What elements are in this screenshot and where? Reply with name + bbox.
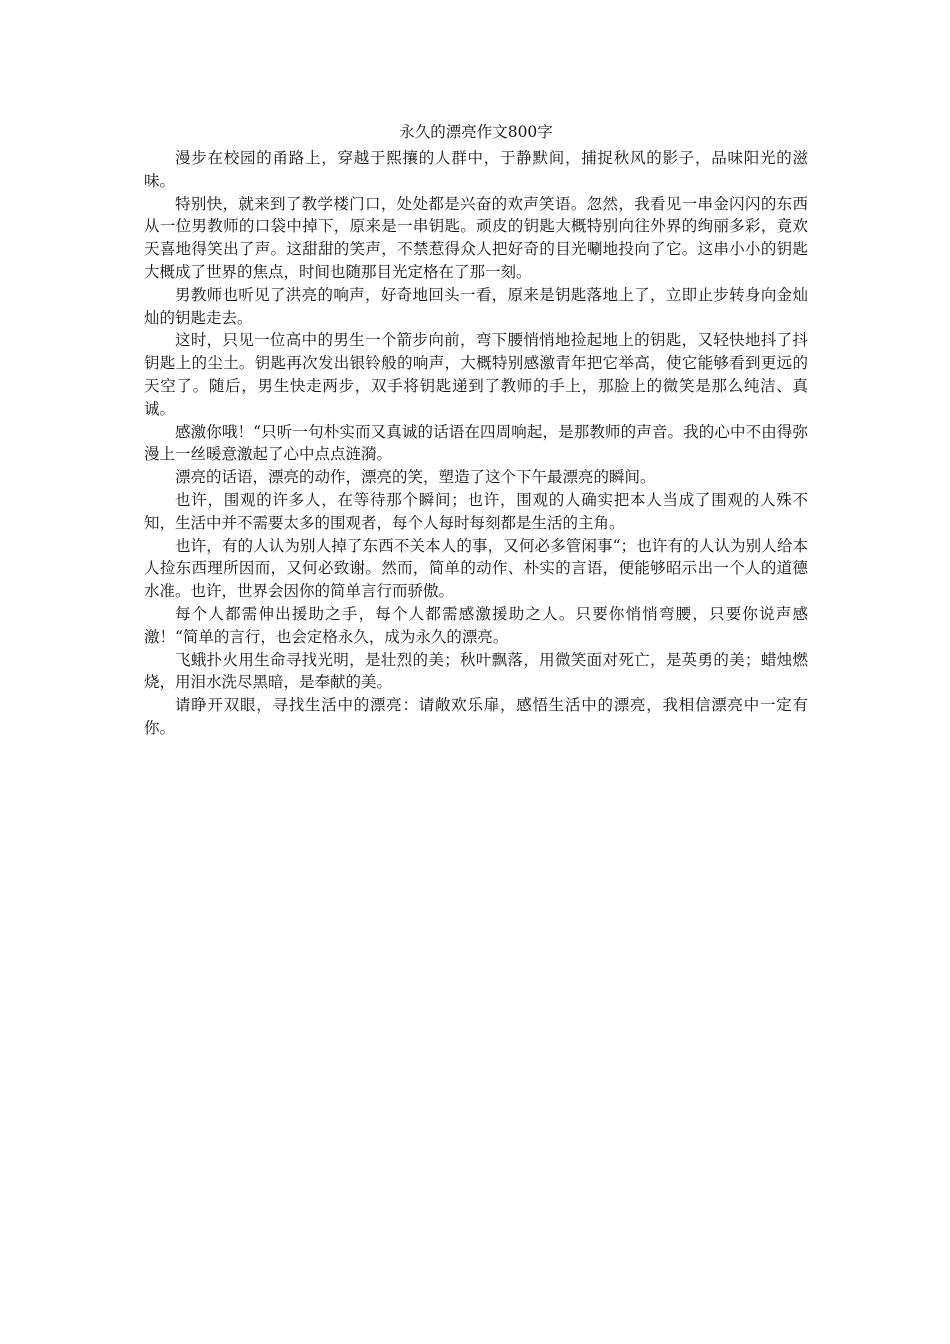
paragraph: 也许，围观的许多人，在等待那个瞬间；也许，围观的人确实把本人当成了围观的人殊不知，生活中并不需要太多的围观者，每个人每时每刻都是生活的主角。	[144, 490, 808, 532]
paragraph: 请睁开双眼，寻找生活中的漂亮：请敞欢乐扉，感悟生活中的漂亮，我相信漂亮中一定有你。	[144, 696, 808, 737]
document-title: 永久的漂亮作文800字	[399, 123, 553, 141]
paragraph: 漂亮的话语，漂亮的动作，漂亮的笑，塑造了这个下午最漂亮的瞬间。	[175, 468, 656, 487]
paragraph: 每个人都需伸出援助之手，每个人都需感激援助之人。只要你悄悄弯腰，只要你说声感激！“简单的言行，也会定格永久，成为永久的漂亮。	[144, 604, 808, 646]
paragraph: 这时，只见一位高中的男生一个箭步向前，弯下腰悄悄地捡起地上的钥匙，又轻快地抖了抖钥匙上的尘土。钥匙再次发出银铃般的响声，大概特别感激青年把它举高，使它能够看到更远的天空了。随后，男生快走两步，双手将钥匙递到了教师的手上，那脸上的微笑是那么纯洁、真诚。	[144, 331, 808, 418]
document-body	[144, 121, 808, 740]
paragraph: 漫步在校园的甬路上，穿越于熙攘的人群中，于静默间，捕捉秋风的影子，品味阳光的滋味。	[144, 149, 808, 190]
paragraph: 飞蛾扑火用生命寻找光明，是壮烈的美；秋叶飘落，用微笑面对死亡，是英勇的美；蜡烛燃烧，用泪水洗尽黑暗，是奉献的美。	[144, 650, 808, 692]
paragraph: 特别快，就来到了教学楼门口，处处都是兴奋的欢声笑语。忽然，我看见一串金闪闪的东西从一位男教师的口袋中掉下，原来是一串钥匙。顽皮的钥匙大概特别向往外界的绚丽多彩，竟欢天喜地得笑出了声。这甜甜的笑声，不禁惹得众人把好奇的目光唰地投向了它。这串小小的钥匙大概成了世界的焦点，时间也随那目光定格在了那一刻。	[144, 194, 808, 281]
paragraph: 也许，有的人认为别人掉了东西不关本人的事，又何必多管闲事“；也许有的人认为别人给本人捡东西理所因而，又何必致谢。然而，简单的动作、朴实的言语，便能够昭示出一个人的道德水准。也许，世界会因你的简单言行而骄傲。	[144, 536, 808, 601]
paragraph: 感激你哦！“只听一句朴实而又真诚的话语在四周响起，是那教师的声音。我的心中不由得弥漫上一丝暖意激起了心中点点涟漪。	[144, 422, 808, 464]
paragraph: 男教师也听见了洪亮的响声，好奇地回头一看，原来是钥匙落地上了，立即止步转身向金灿灿的钥匙走去。	[144, 285, 808, 327]
